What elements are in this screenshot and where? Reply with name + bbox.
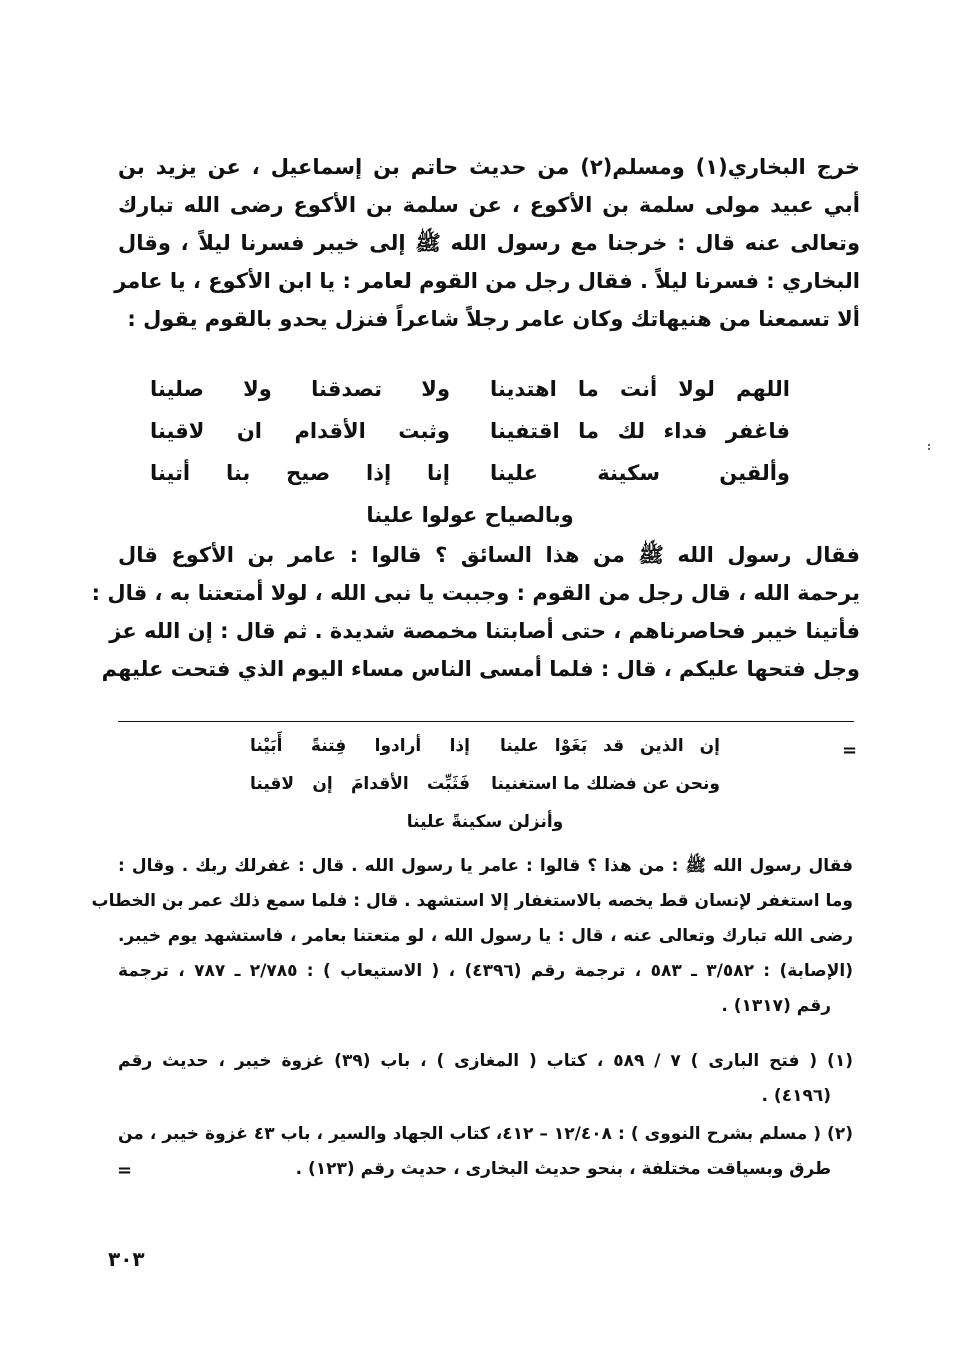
footnote-poem-final-line: وأنزلن سكينةً علينا (406, 812, 564, 832)
poem-hemistich-left: وثبت الأقدام ان لاقينا (150, 419, 450, 443)
text-line: وتعالى عنه قال : خرجنا مع رسول الله ﷺ إلى خيبر فسرنا ليلاً ، وقال (118, 231, 860, 255)
scan-speck (927, 442, 931, 454)
text-line: يرحمة الله ، قال رجل من القوم : وجببت يا نبى الله ، لولا أمتعتنا به ، قال : (91, 581, 860, 605)
poem-hemistich-left: فَثَبِّت الأقدامَ إن لاقينا (250, 774, 470, 794)
footnote-line: (٢) ( مسلم بشرح النووى ) : ١٢/٤٠٨ – ٤١٢، كتاب الجهاد والسير ، باب ٤٣ غزوة خيبر ، من (118, 1124, 853, 1144)
footnote-line: طرق وبسياقت مختلفة ، بنحو حديث البخارى ، حديث رقم (١٢٣) . (295, 1159, 831, 1179)
text-line: أبي عبيد مولى سلمة بن الأكوع ، عن سلمة بن الأكوع رضى الله تبارك (118, 193, 860, 217)
poem-verse (150, 377, 790, 419)
continuation-mark-top: = (842, 740, 858, 761)
footnote-line: (٤١٩٦) . (761, 1086, 831, 1106)
poem-hemistich-right: إن الذين قد بَغَوْا علينا (500, 736, 720, 756)
poem-final-line: وبالصياح عولوا علينا (366, 503, 574, 527)
main-paragraph-1 (114, 148, 860, 338)
poem-hemistich-right: اللهم لولا أنت ما اهتدينا (490, 377, 790, 401)
text-line: فقال رسول الله ﷺ من هذا السائق ؟ قالوا : عامر بن الأكوع قال (118, 543, 860, 567)
footnote-poem (250, 736, 720, 850)
footnote-separator (118, 721, 854, 722)
main-paragraph-2 (91, 536, 860, 688)
text-line: ألا تسمعنا من هنيهاتك وكان عامر رجلاً شاعراً فنزل يحدو بالقوم يقول : (127, 307, 860, 331)
footnote-line: فقال رسول الله ﷺ : من هذا ؟ قالوا : عامر يا رسول الله . قال : غفرلك ربك . وقال : (118, 856, 853, 876)
poem-hemistich-right: وألقين سكينة علينا (490, 461, 790, 485)
poem-verse (150, 419, 790, 461)
poem-hemistich-left: إذا أرادوا فِتنةً أَبَيْنا (250, 736, 470, 756)
footnote-line: (١) ( فتح البارى ) ٧ / ٥٨٩ ، كتاب ( المغازى ) ، باب (٣٩) غزوة خيبر ، حديث رقم (118, 1051, 853, 1071)
footnote-line: رضى الله تبارك وتعالى عنه ، قال : يا رسول الله ، لو متعتنا بعامر ، فاستشهد يوم خيبر. (118, 926, 853, 946)
poem-hemistich-left: ولا تصدقنا ولا صلينا (150, 377, 450, 401)
footnote-line: (الإصابة) : ٣/٥٨٢ ـ ٥٨٣ ، ترجمة رقم (٤٣٩٦) ، ( الاستيعاب ) : ٢/٧٨٥ ـ ٧٨٧ ، ترجمة (118, 961, 853, 981)
poem-hemistich-left: إنا إذا صيح بنا أتينا (150, 461, 450, 485)
footnote-poem-verse (250, 736, 720, 774)
text-line: البخاري : فسرنا ليلاً . فقال رجل من القوم لعامر : يا ابن الأكوع ، يا عامر (114, 269, 860, 293)
footnote-continuation (91, 849, 853, 1024)
footnote-line: رقم (١٣١٧) . (721, 996, 831, 1016)
footnote-line: وما استغفر لإنسان قط يخصه بالاستغفار إلا استشهد . قال : فلما سمع ذلك عمر بن الخطاب (91, 891, 853, 911)
text-line: خرج البخاري(١) ومسلم(٢) من حديث حاتم بن إسماعيل ، عن يزيد بن (118, 155, 860, 179)
text-line: وجل فتحها عليكم ، قال : فلما أمسى الناس مساء اليوم الذي فتحت عليهم (101, 657, 860, 681)
poem-verse (150, 461, 790, 503)
continuation-mark-bottom: = (117, 1160, 133, 1181)
poem-hemistich-right: فاغفر فداء لك ما اقتفينا (490, 419, 790, 443)
page-number: ٣٠٣ (108, 1247, 145, 1271)
footnote-poem-verse (250, 774, 720, 812)
poem-hemistich-right: ونحن عن فضلك ما استغنينا (491, 774, 720, 794)
footnote-2 (118, 1117, 853, 1187)
poem-block (150, 377, 790, 545)
text-line: فأتينا خيبر فحاصرناهم ، حتى أصابتنا مخمصة شديدة . ثم قال : إن الله عز (109, 619, 860, 643)
footnote-1 (118, 1044, 853, 1114)
